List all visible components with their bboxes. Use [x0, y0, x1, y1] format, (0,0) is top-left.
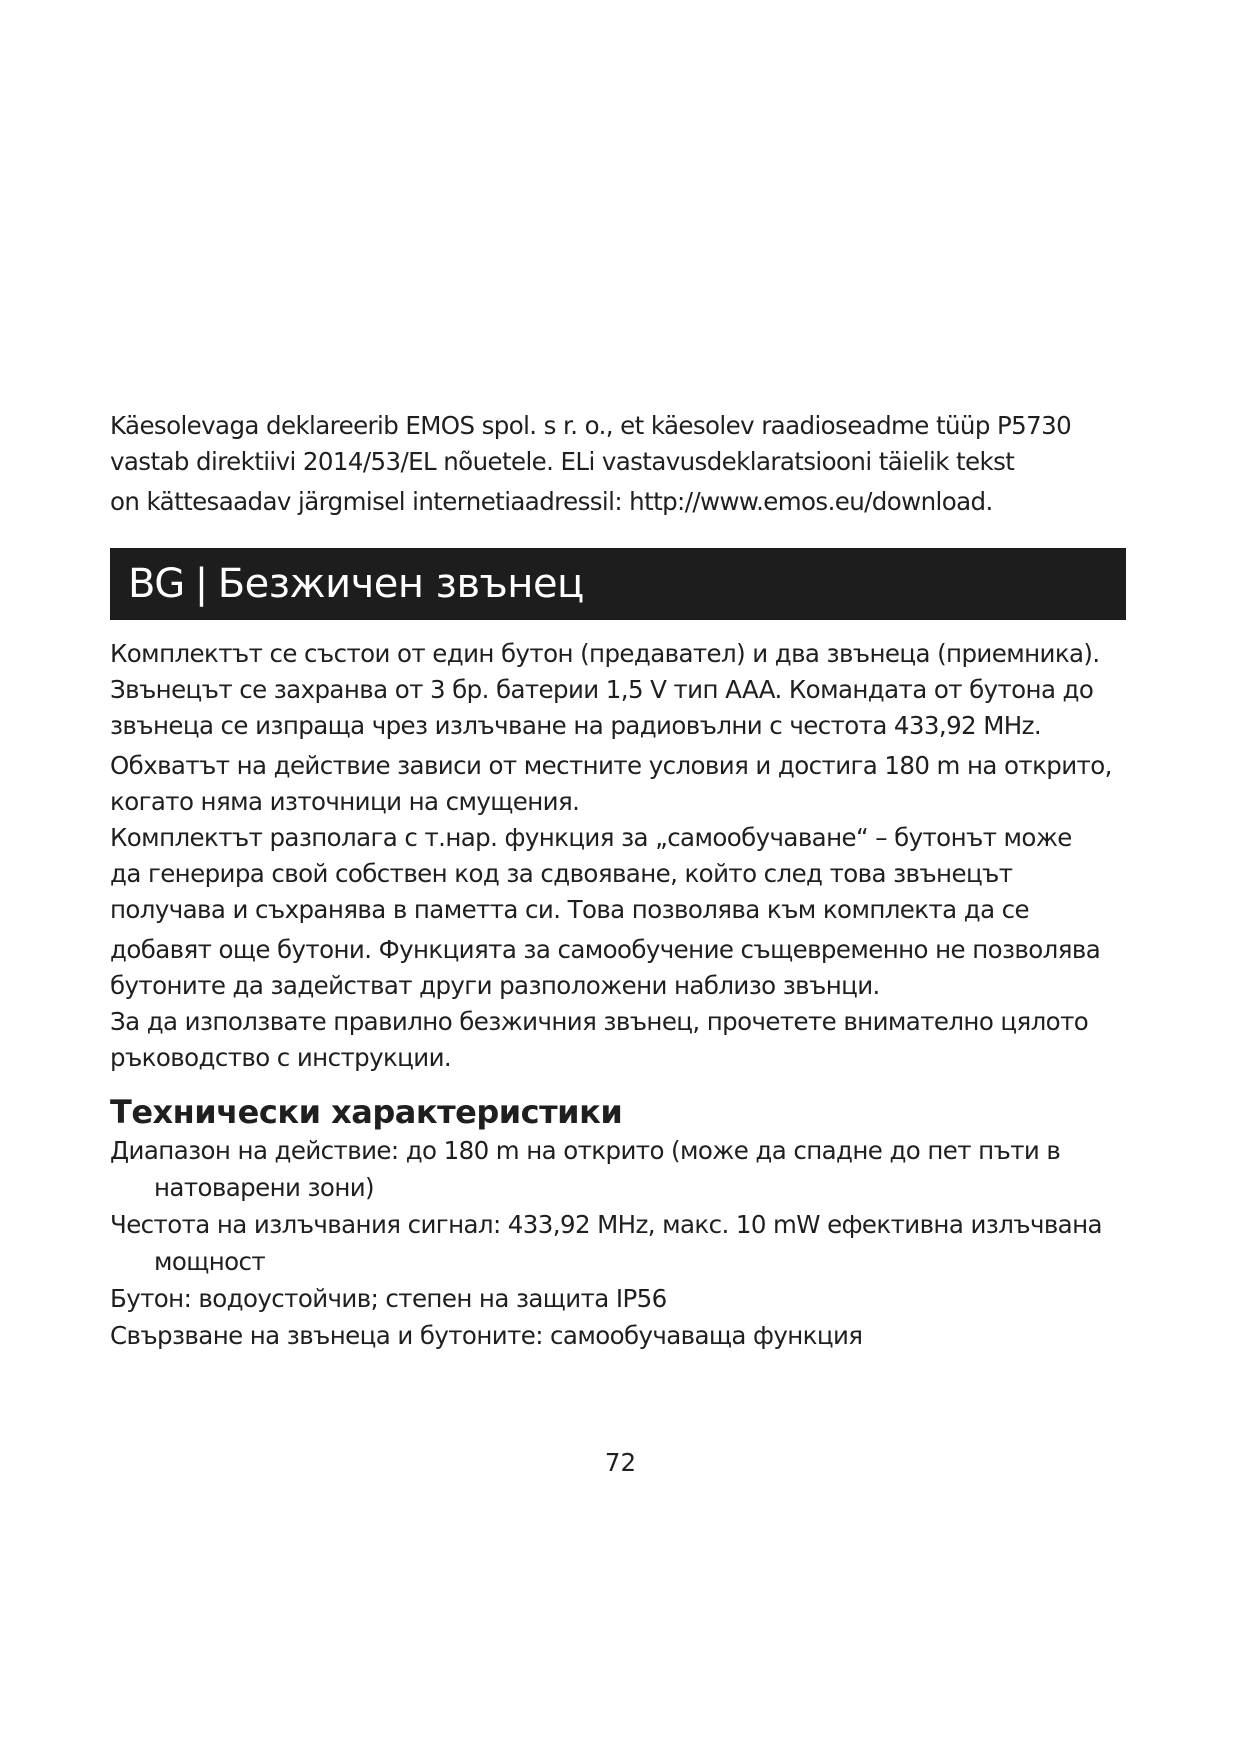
declaration-line: on kättesaadav järgmisel internetiaadressil: http://www.emos.eu/download.	[110, 487, 993, 516]
declaration-paragraph	[110, 408, 1126, 520]
description-line: когато няма източници на смущения.	[110, 787, 580, 816]
description-line: да генерира свой собствен код за сдвояване, който след това звънецът	[110, 859, 1013, 888]
language-code: BG	[128, 561, 185, 607]
section-title: Безжичен звънец	[217, 561, 584, 607]
description-line: получава и съхранява в паметта си. Това позволява към комплекта да се	[110, 895, 1030, 924]
declaration-line: vastab direktiivi 2014/53/EL nõuetele. ELi vastavusdeklaratsiooni täielik tekst	[110, 447, 1015, 476]
declaration-line: Käesolevaga deklareerib EMOS spol. s r. o., et käesolev raadioseadme tüüp P5730	[110, 411, 1072, 440]
page-content	[110, 408, 1126, 1354]
spec-item: Свързване на звънеца и бутоните: самообучаваща функция	[110, 1321, 863, 1350]
description-line: Комплектът се състои от един бутон (предавател) и два звънеца (приемника).	[110, 639, 1100, 668]
spec-item: Бутон: водоустойчив; степен на защита IP56	[110, 1284, 667, 1313]
description-line: звънеца се изпраща чрез излъчване на радиовълни с честота 433,92 MHz.	[110, 711, 1042, 740]
specs-list	[110, 1132, 1126, 1354]
description-line: бутоните да задействат други разположени наблизо звънци.	[110, 971, 880, 1000]
description-line: За да използвате правилно безжичния звънец, прочетете внимателно цялото	[110, 1007, 1089, 1036]
page-number: 72	[604, 1448, 637, 1477]
spec-item: Диапазон на действие: до 180 m на открито (може да спадне до пет пъти в натоварени зони)	[110, 1136, 1061, 1202]
description-line: ръководство с инструкции.	[110, 1043, 452, 1072]
description-paragraph	[110, 636, 1126, 1076]
banner-separator: |	[194, 561, 208, 607]
description-line: добавят още бутони. Функцията за самообучение същевременно не позволява	[110, 935, 1101, 964]
description-line: Обхватът на действие зависи от местните условия и достига 180 m на открито,	[110, 751, 1112, 780]
description-line: Комплектът разполага с т.нар. функция за „самообучаване“ – бутонът може	[110, 823, 1072, 852]
specs-heading: Технически характеристики	[110, 1093, 623, 1131]
description-line: Звънецът се захранва от 3 бр. батерии 1,5 V тип AAA. Командата от бутона до	[110, 675, 1094, 704]
section-banner	[110, 548, 1126, 620]
spec-item: Честота на излъчвания сигнал: 433,92 MHz, макс. 10 mW ефективна излъчвана мощност	[110, 1210, 1102, 1276]
